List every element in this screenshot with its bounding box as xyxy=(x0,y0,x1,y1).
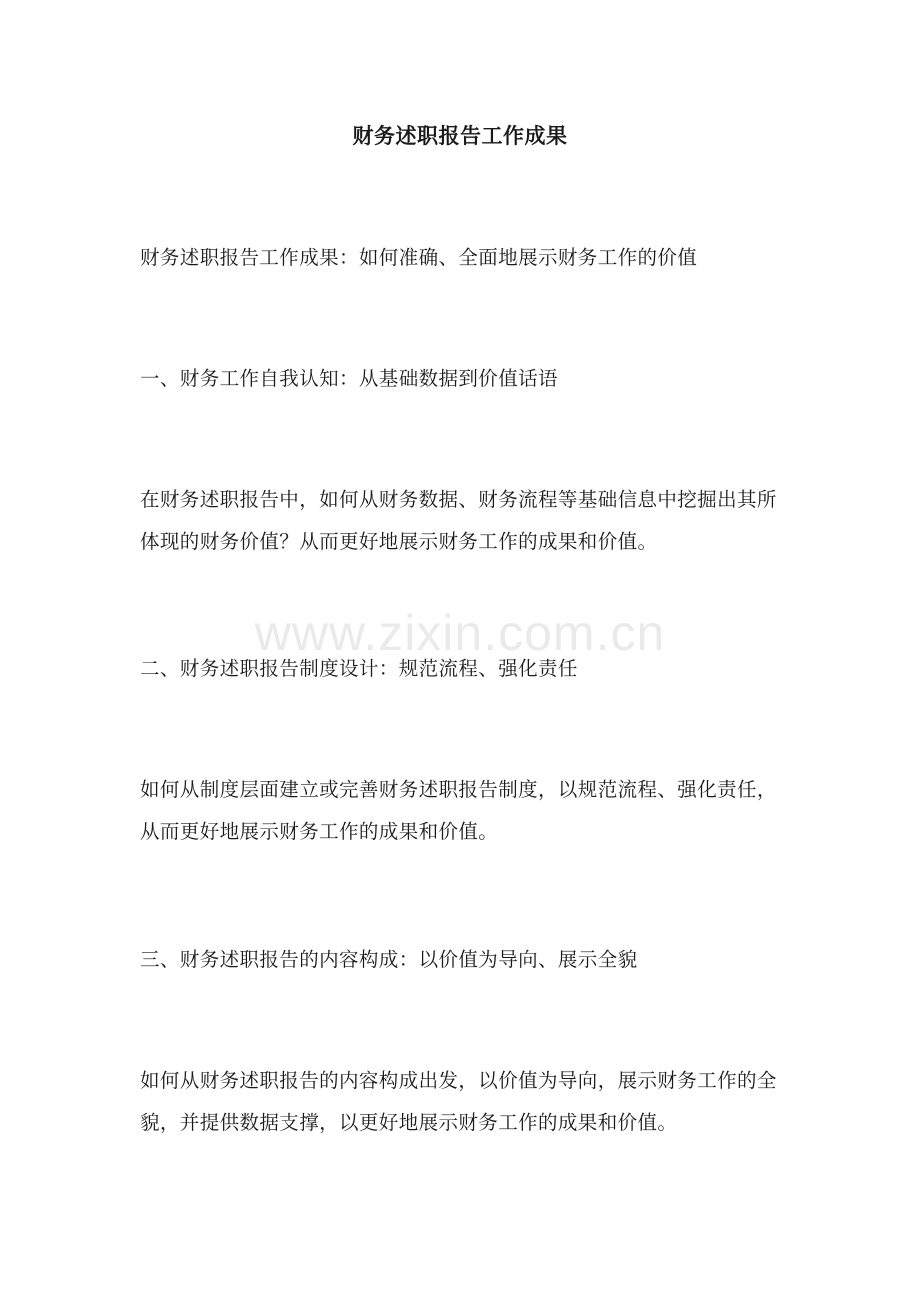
section-3-body: 如何从财务述职报告的内容构成出发，以价值为导向，展示财务工作的全貌，并提供数据支撑，以更好地展示财务工作的成果和价值。 xyxy=(140,1069,777,1134)
watermark: www.zixin.com.cn xyxy=(254,605,666,661)
section-2-heading: 二、财务述职报告制度设计：规范流程、强化责任 xyxy=(140,657,578,680)
section-3-heading: 三、财务述职报告的内容构成：以价值为导向、展示全貌 xyxy=(140,948,638,971)
section-1-heading: 一、财务工作自我认知：从基础数据到价值话语 xyxy=(140,367,558,390)
section-2-body: 如何从制度层面建立或完善财务述职报告制度，以规范流程、强化责任，从而更好地展示财务工作的成果和价值。 xyxy=(140,778,777,843)
intro-paragraph: 财务述职报告工作成果：如何准确、全面地展示财务工作的价值 xyxy=(140,246,698,269)
section-1-body: 在财务述职报告中，如何从财务数据、财务流程等基础信息中挖掘出其所体现的财务价值？从而更好地展示财务工作的成果和价值。 xyxy=(140,488,777,553)
document-title: 财务述职报告工作成果 xyxy=(352,123,568,148)
